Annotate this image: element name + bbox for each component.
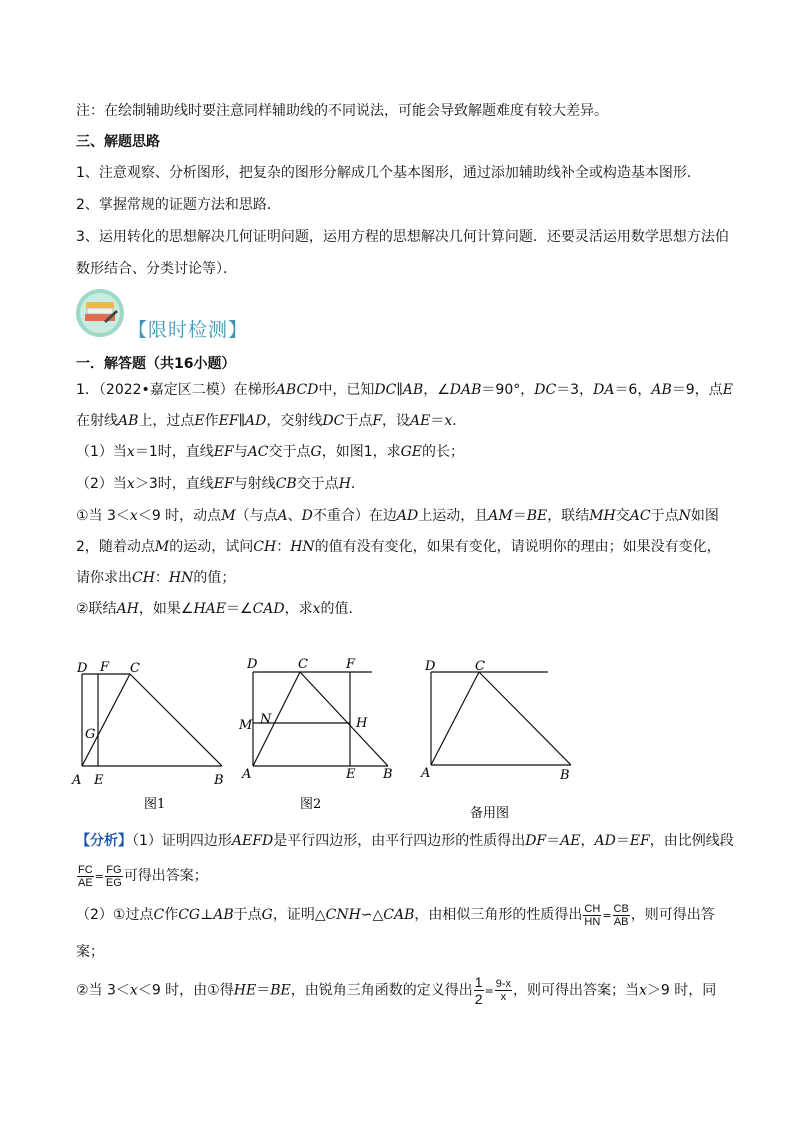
fig1-label-a: A (72, 773, 82, 788)
fig1-label-c: C (130, 661, 140, 676)
subquestion-1-line-3: 请你求出CH：HN的值； (76, 570, 236, 586)
fig2-label-m: M (239, 718, 253, 733)
fraction-fc-ae: $\frac{FC}{AE}$ (78, 863, 93, 889)
analysis-line-4: 案； (76, 944, 104, 960)
fig3-label-d: D (425, 659, 436, 674)
fraction-cb-ab: $\frac{CB}{AB}$ (613, 902, 629, 928)
section-3-heading: 三、解题思路 (76, 134, 160, 150)
fig1-label-f: F (100, 660, 110, 675)
fig2-label-h: H (356, 716, 368, 731)
fig2-label-d: D (247, 657, 258, 672)
analysis-line-1: 【分析】（1）证明四边形AEFD是平行四边形，由平行四边形的性质得出DF＝AE，AD＝EF，由比例线段 (76, 833, 734, 849)
fig2-caption: 图2 (300, 797, 322, 812)
tip-3-line1: 3、运用转化的思想解决几何证明问题，运用方程的思想解决几何计算问题．还要灵活运用数学思想方法伯 (76, 229, 729, 245)
note-text: 注：在绘制辅助线时要注意同样辅助线的不同说法，可能会导致解题难度有较大差异。 (76, 103, 608, 119)
figure-2 (253, 672, 388, 766)
fig3-caption: 备用图 (470, 806, 510, 821)
tip-3-line2: 数形结合、分类讨论等）． (76, 261, 237, 277)
problem-line-2: 在射线AB上，过点E作EF∥AD，交射线DC于点F，设AE＝x． (76, 413, 467, 429)
subquestion-1-line-1: ①当 3＜x＜9 时，动点M（与点A、D不重合）在边AD上运动，且AM＝BE，联结MH交AC于点N如图 (76, 508, 719, 524)
analysis-line-3: （2）①过点C作CG⊥AB于点G，证明△CNH∽△CAB，由相似三角形的性质得出 $\frac{CH}{HN}$ = $\frac{CB}{AB}$ ，则可得出答 (76, 902, 715, 928)
fig3-label-c: C (475, 659, 485, 674)
question-1: （1）当x＝1时，直线EF与AC交于点G，如图1，求GE的长； (76, 444, 465, 460)
fig1-label-e: E (94, 773, 104, 788)
problem-line-1: 1．（2022•嘉定区二模）在梯形ABCD中，已知DC∥AB，∠DAB＝90°，DC＝3，DA＝6，AB＝9，点E (76, 382, 733, 398)
fig3-label-b: B (560, 768, 570, 783)
figure-backup (431, 672, 571, 765)
fig2-label-b: B (383, 767, 393, 782)
analysis-tag: 【分析】 (76, 833, 132, 849)
fig1-label-b: B (214, 773, 224, 788)
fraction-ch-hn: $\frac{CH}{HN}$ (584, 902, 601, 928)
geometry-figures (60, 645, 600, 825)
subquestion-1-line-2: 2，随着动点M的运动，试问CH：HN的值有没有变化，如果有变化，请说明你的理由；如果没有变化， (76, 539, 721, 555)
fig2-label-e: E (346, 767, 356, 782)
section-1-heading: 一．解答题（共16小题） (76, 356, 236, 372)
fig2-label-c: C (298, 657, 308, 672)
analysis-line-2: $\frac{FC}{AE}$ = $\frac{FG}{EG}$ 可得出答案； (78, 863, 208, 889)
fig1-caption: 图1 (144, 797, 166, 812)
section-banner-title: 【限时检测】 (128, 319, 249, 341)
analysis-line-5: ②当 3＜x＜9 时，由①得HE＝BE，由锐角三角函数的定义得出 $\frac{1}{2}$ = $\frac{9-x}{x}$ ，则可得出答案；当x＞9 时，同 (76, 974, 717, 1007)
fraction-9-minus-x-over-x: $\frac{9-x}{x}$ (495, 978, 511, 1003)
figure-1 (82, 674, 222, 766)
subquestion-2: ②联结AH，如果∠HAE＝∠CAD，求x的值． (76, 601, 363, 617)
fraction-one-half: $\frac{1}{2}$ (474, 974, 483, 1007)
fig2-label-f: F (346, 657, 356, 672)
tip-1: 1、注意观察、分析图形，把复杂的图形分解成几个基本图形，通过添加辅助线补全或构造基本图形． (76, 165, 701, 181)
fig1-label-g: G (85, 727, 96, 742)
tip-2: 2、掌握常规的证题方法和思路． (76, 197, 281, 213)
fig2-label-n: N (260, 712, 272, 727)
fig1-label-d: D (77, 661, 88, 676)
book-stack-icon (74, 288, 126, 338)
fraction-fg-eg: $\frac{FG}{EG}$ (105, 863, 122, 889)
fig2-label-a: A (242, 767, 252, 782)
fig3-label-a: A (421, 766, 431, 781)
question-2: （2）当x＞3时，直线EF与射线CB交于点H． (76, 476, 365, 492)
